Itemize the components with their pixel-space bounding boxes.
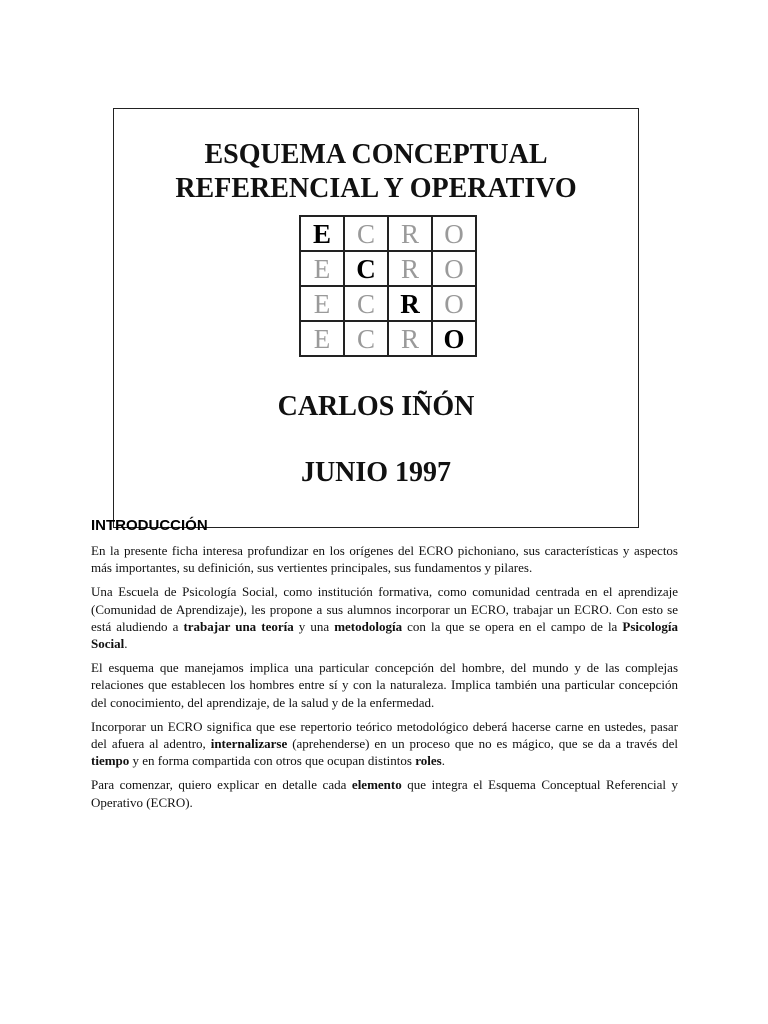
paragraph-1: En la presente ficha interesa profundizar en los orígenes del ECRO pichoniano, sus características y aspectos más importantes, su definición, sus vertientes principales, sus fundamentos y pilares.	[91, 543, 678, 576]
text-run: y una	[293, 618, 335, 634]
ecro-letter-grid	[299, 215, 477, 357]
bold-term: roles	[415, 753, 442, 769]
grid-cell: R	[388, 251, 432, 286]
text-run: .	[441, 753, 445, 769]
text-run: (aprehenderse) en un proceso que no es mágico, que se da a través del	[287, 736, 678, 752]
author-name: CARLOS IÑÓN	[277, 391, 475, 422]
text-run: Una Escuela de Psicología Social, como institución formativa, como comunidad centrada en el aprendizaje (Comunidad de Aprendizaje), les propone a sus alumnos incorporar un ECRO, trabajar un ECRO. Con esto se está aludiendo a	[91, 584, 678, 634]
grid-cell: E	[300, 286, 344, 321]
grid-cell: O	[432, 286, 476, 321]
bold-term: internalizarse	[210, 736, 288, 752]
grid-row	[300, 251, 476, 286]
document-title-line-1: ESQUEMA CONCEPTUAL	[204, 139, 548, 170]
text-run: .	[124, 636, 128, 652]
section-heading: INTRODUCCIÓN	[91, 517, 208, 534]
grid-cell: C	[344, 321, 388, 356]
grid-cell: O	[432, 251, 476, 286]
grid-row	[300, 216, 476, 251]
text-run: y en forma compartida con otros que ocupan distintos	[129, 753, 416, 769]
text-run: Incorporar un ECRO significa que ese repertorio teórico metodológico deberá hacerse carne en ustedes, pasar del afuera al adentro,	[91, 718, 678, 752]
grid-cell: E	[300, 216, 344, 251]
bold-term: Psicología Social	[91, 618, 679, 652]
title-box	[113, 108, 639, 528]
grid-cell: C	[344, 286, 388, 321]
grid-cell: O	[432, 321, 476, 356]
grid-cell: E	[300, 251, 344, 286]
text-run: con la que se opera en el campo de la	[402, 618, 623, 634]
grid-cell: R	[388, 286, 432, 321]
grid-cell: R	[388, 216, 432, 251]
paragraph-4	[91, 718, 678, 770]
grid-cell: O	[432, 216, 476, 251]
grid-cell: C	[344, 251, 388, 286]
grid-cell: E	[300, 321, 344, 356]
paragraph-2	[91, 583, 678, 652]
bold-term: elemento	[351, 777, 402, 793]
text-run: Para comenzar, quiero explicar en detalle cada	[91, 777, 352, 793]
text-run: que integra el Esquema Conceptual Referencial y Operativo (ECRO).	[91, 777, 678, 810]
publication-date: JUNIO 1997	[300, 457, 452, 488]
paragraph-5	[91, 776, 678, 810]
document-title-line-2: REFERENCIAL Y OPERATIVO	[175, 173, 577, 204]
bold-term: tiempo	[91, 753, 130, 769]
bold-term: metodología	[334, 618, 403, 634]
body-text	[91, 542, 678, 818]
grid-row	[300, 286, 476, 321]
bold-term: trabajar una teoría	[183, 618, 294, 634]
grid-row	[300, 321, 476, 356]
grid-cell: R	[388, 321, 432, 356]
grid-cell: C	[344, 216, 388, 251]
paragraph-3: El esquema que manejamos implica una particular concepción del hombre, del mundo y de las complejas relaciones que establecen los hombres entre sí y con la naturaleza. Implica también una particular concepción del conocimiento, del aprendizaje, de la salud y de la enfermedad.	[91, 660, 678, 710]
